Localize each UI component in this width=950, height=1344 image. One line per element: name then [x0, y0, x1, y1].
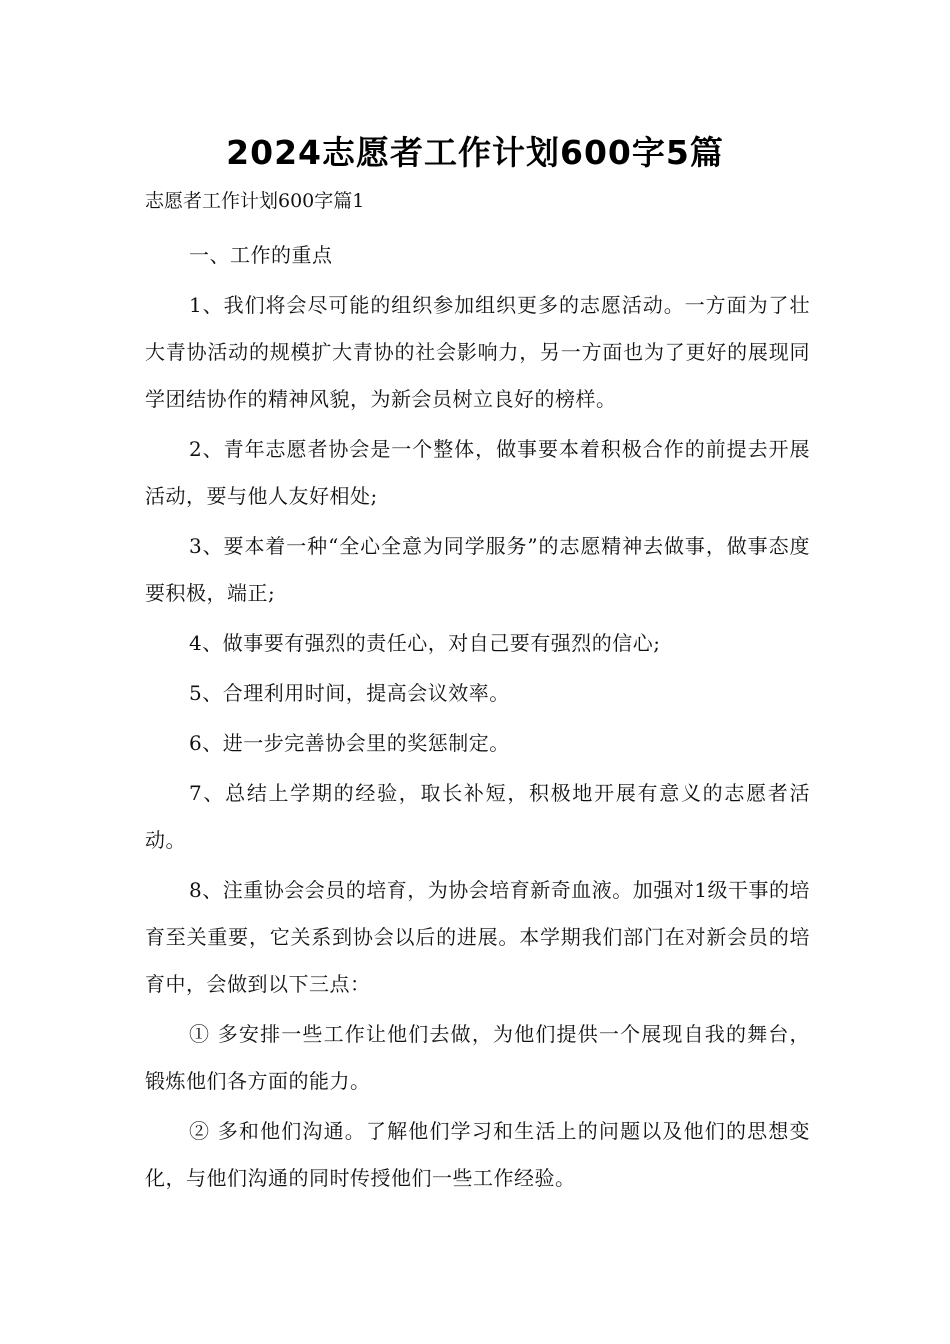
- paragraph: 4、做事要有强烈的责任心，对自己要有强烈的信心;: [189, 631, 661, 655]
- paragraph: 8、注重协会会员的培育，为协会培育新奇血液。加强对1级干事的培育至关重要，它关系到协会以后的进展。本学期我们部门在对新会员的培育中，会做到以下三点：: [145, 878, 810, 996]
- paragraph: 6、进一步完善协会里的奖惩制定。: [189, 731, 510, 755]
- paragraph: ② 多和他们沟通。了解他们学习和生活上的问题以及他们的思想变化，与他们沟通的同时传授他们一些工作经验。: [145, 1119, 810, 1190]
- paragraph: 5、合理利用时间，提高会议效率。: [189, 681, 510, 705]
- paragraph: 1、我们将会尽可能的组织参加组织更多的志愿活动。一方面为了壮大青协活动的规模扩大青协的社会影响力，另一方面也为了更好的展现同学团结协作的精神风貌，为新会员树立良好的榜样。: [145, 293, 810, 411]
- paragraph: 3、要本着一种“全心全意为同学服务”的志愿精神去做事，做事态度要积极，端正;: [145, 534, 810, 605]
- section-heading: 志愿者工作计划600字篇1: [145, 190, 365, 212]
- paragraph: ① 多安排一些工作让他们去做，为他们提供一个展现自我的舞台，锻炼他们各方面的能力。: [145, 1022, 810, 1093]
- paragraph: 2、青年志愿者协会是一个整体，做事要本着积极合作的前提去开展活动，要与他人友好相处;: [145, 437, 810, 508]
- document-title: 2024志愿者工作计划600字5篇: [226, 133, 724, 172]
- document-body: [145, 232, 810, 1205]
- paragraph: 7、总结上学期的经验，取长补短，积极地开展有意义的志愿者活动。: [145, 781, 810, 852]
- paragraph-heading: 一、工作的重点: [189, 243, 333, 267]
